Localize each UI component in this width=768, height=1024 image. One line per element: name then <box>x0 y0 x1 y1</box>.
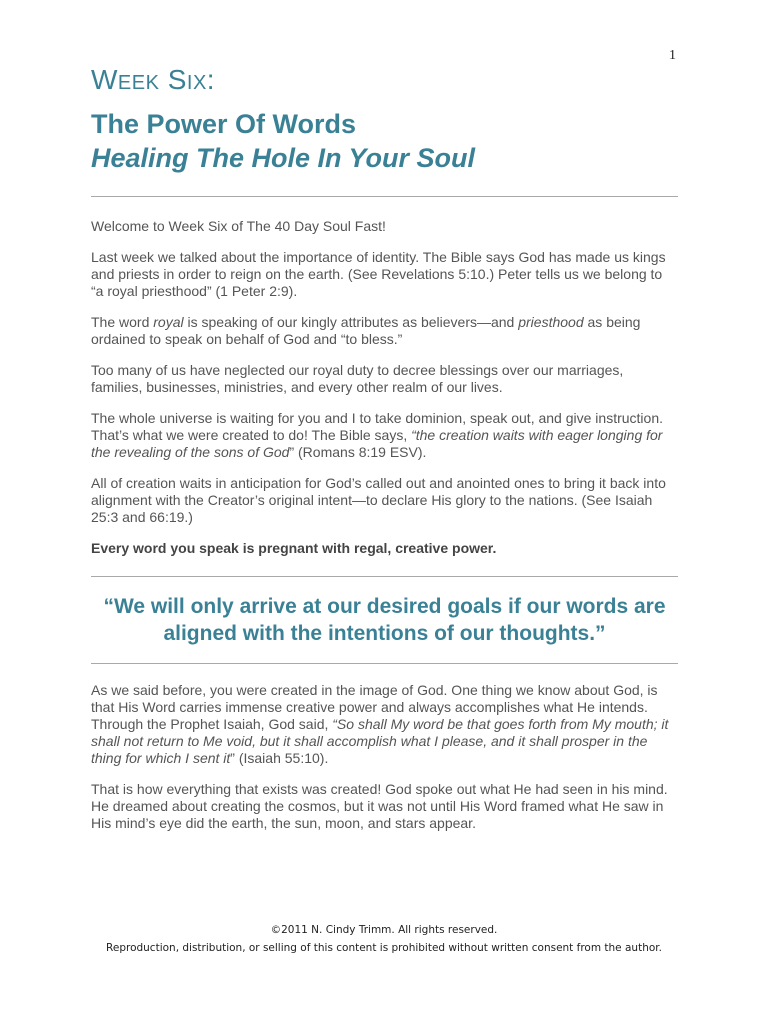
text-run: ” (Romans 8:19 ESV). <box>289 444 427 460</box>
scripture-quote: “So shall My word be that goes forth from My mouth; it shall not return to Me void, but it shall accomplish what I please, and it shall prosper in the thing for which I sent it <box>91 716 669 766</box>
text-run: is speaking of our kingly attributes as believers—and <box>183 314 519 330</box>
text-run: as being ordained to speak on behalf of God and “to bless.” <box>91 314 641 347</box>
paragraph-image-of-god <box>91 682 678 767</box>
paragraph-bold-statement: Every word you speak is pregnant with regal, creative power. <box>91 540 497 556</box>
text-run: ” (Isaiah 55:10). <box>230 750 329 766</box>
paragraph-creation-spoken: That is how everything that exists was created! God spoke out what He had seen in his mind. He dreamed about creating the cosmos, but it was not until His Word framed what He saw in His mind’s eye did the earth, the sun, moon, and stars appear. <box>91 781 668 831</box>
paragraph-universe <box>91 410 678 461</box>
page-title: The Power Of Words <box>91 109 357 139</box>
footer-notice: Reproduction, distribution, or selling of this content is prohibited without written consent from the author. <box>106 942 662 954</box>
text-emphasis-priesthood: priesthood <box>518 314 584 330</box>
paragraph-identity: Last week we talked about the importance of identity. The Bible says God has made us kings and priests in order to reign on the earth. (See Revelations 5:10.) Peter tells us we belong to “a royal priesthood” (1 Peter 2:9). <box>91 249 666 299</box>
paragraph-creation: All of creation waits in anticipation for God’s called out and anointed ones to bring it back into alignment with the Creator’s original intent—to declare His glory to the nations. (See Isaiah 25:3 and 66:19.) <box>91 475 666 525</box>
divider-top <box>91 196 678 197</box>
text-run: As we said before, you were created in the image of God. One thing we know about God, is that His Word carries immense creative power and always accomplishes what He intends. Through the Prophet Isaiah, God said, <box>91 682 658 732</box>
paragraph-royal <box>91 314 678 348</box>
page-footer <box>0 921 768 957</box>
page-content <box>91 64 678 846</box>
divider-quote-bottom <box>91 663 678 664</box>
text-emphasis-royal: royal <box>153 314 184 330</box>
footer-copyright: ©2011 N. Cindy Trimm. All rights reserved. <box>270 924 498 936</box>
paragraph-welcome: Welcome to Week Six of The 40 Day Soul Fast! <box>91 218 386 234</box>
closing-section <box>91 682 678 832</box>
scripture-quote: “the creation waits with eager longing for the revealing of the sons of God <box>91 427 663 460</box>
page-subtitle: Healing The Hole In Your Soul <box>91 143 476 173</box>
paragraph-neglect: Too many of us have neglected our royal duty to decree blessings over our marriages, families, businesses, ministries, and every other realm of our lives. <box>91 362 624 395</box>
text-run: The word <box>91 314 154 330</box>
page-number: 1 <box>669 48 676 63</box>
week-heading: Week Six: <box>91 64 216 95</box>
divider-quote-top <box>91 576 678 577</box>
pull-quote: “We will only arrive at our desired goals if our words are aligned with the intentions of our thoughts.” <box>103 595 666 645</box>
intro-section <box>91 218 678 557</box>
pull-quote-block <box>91 576 678 664</box>
text-run: The whole universe is waiting for you and I to take dominion, speak out, and give instruction. That’s what we were created to do! The Bible says, <box>91 410 663 443</box>
